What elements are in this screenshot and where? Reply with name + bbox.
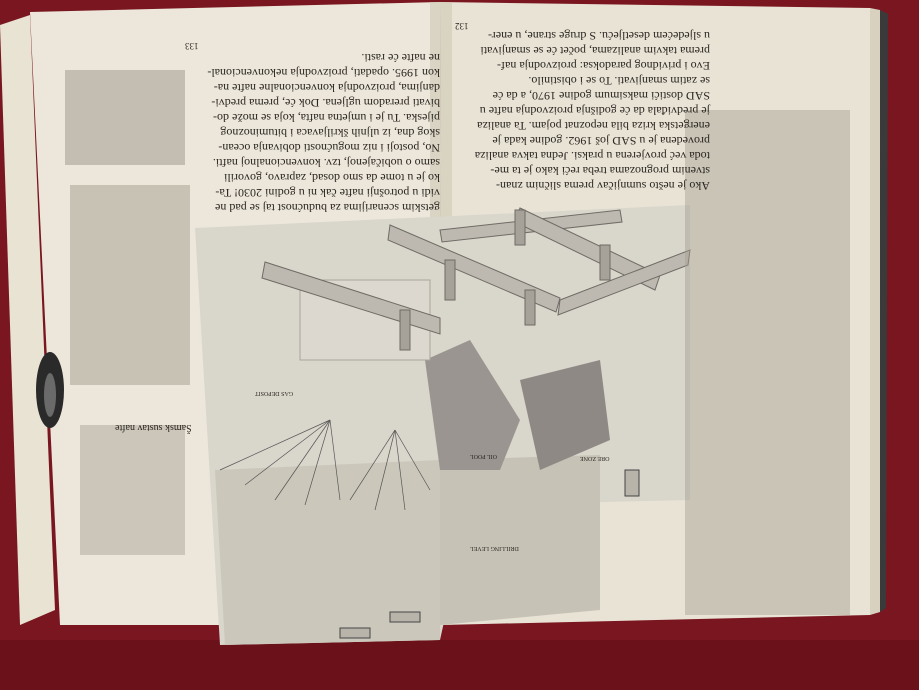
- illustration-label: GAS DEPOSIT: [255, 390, 294, 396]
- illustration-label: ORE ZONE: [580, 455, 610, 461]
- text-line: se zatim smanjivati. To se i obistinilo.: [528, 74, 710, 88]
- right-page-number: 132: [455, 21, 469, 31]
- left-page-body-text: [190, 50, 440, 215]
- left-page-number: 133: [185, 41, 199, 51]
- text-line: u sljedećem desetljeću. S druge strane, u ener-: [487, 29, 710, 43]
- sidebar-text-blocks: [65, 70, 190, 555]
- text-line: kon 1995. opadati, proizvodnja nekonvencional-: [207, 66, 440, 80]
- text-line: skog dna, iz uljnih škriljavaca i bituminoznog: [220, 126, 440, 140]
- text-line: stvenim prognozama treba reći kako je ta me-: [490, 164, 710, 178]
- text-line: toda već provjerena u praksi. Jedna takva analiza: [474, 149, 710, 163]
- text-line: No, postoji i niz mogućnosti dobivanja ocean-: [218, 141, 440, 155]
- illustration-label: OIL POOL: [470, 453, 497, 459]
- text-line: je predviđala da će godišnja proizvodnja nafte u: [479, 104, 710, 118]
- text-line: pijeska. Tu je i umjetna nafta, koja se može do-: [213, 111, 440, 125]
- text-line: provedena je u SAD još 1962. godine kada je: [492, 134, 710, 148]
- text-line: ne nafte će rasti.: [361, 51, 440, 65]
- text-line: getskim scenarijima za budućnost taj se pad ne: [215, 201, 440, 215]
- text-line: energetska kriza bila nepoznat pojam. Ta analiza: [477, 119, 710, 133]
- page-stack: [870, 8, 880, 615]
- text-line: SAD dostići maksimum godine 1970, a da će: [492, 89, 710, 103]
- sidebar-heading: Šamsk sustav nafte: [115, 422, 192, 433]
- right-page-body-text: [415, 28, 710, 193]
- text-line: bivati preradom ugljena. Dok će, prema predvi-: [211, 96, 440, 110]
- text-line: vidi u potrošnji nafte čak ni u godini 2030! Ta-: [215, 186, 440, 200]
- illustration-label: DRILLING LEVEL: [470, 545, 519, 551]
- text-line: prema takvim analizama, počet će se smanjivati: [480, 44, 710, 58]
- text-line: samo o uobičajenoj, tzv. konvencionalnoj nafti.: [212, 156, 440, 170]
- text-line: danjima, proizvodnja konvencionalne nafte na-: [213, 81, 440, 95]
- text-line: ko je u tome da smo dosad, zapravo, govorili: [224, 171, 440, 185]
- text-line: Ako je nešto sumnjičav prema sličnim znan-: [496, 179, 710, 193]
- text-line: Evo i prividnog paradoksa: proizvodnja naf-: [497, 59, 710, 73]
